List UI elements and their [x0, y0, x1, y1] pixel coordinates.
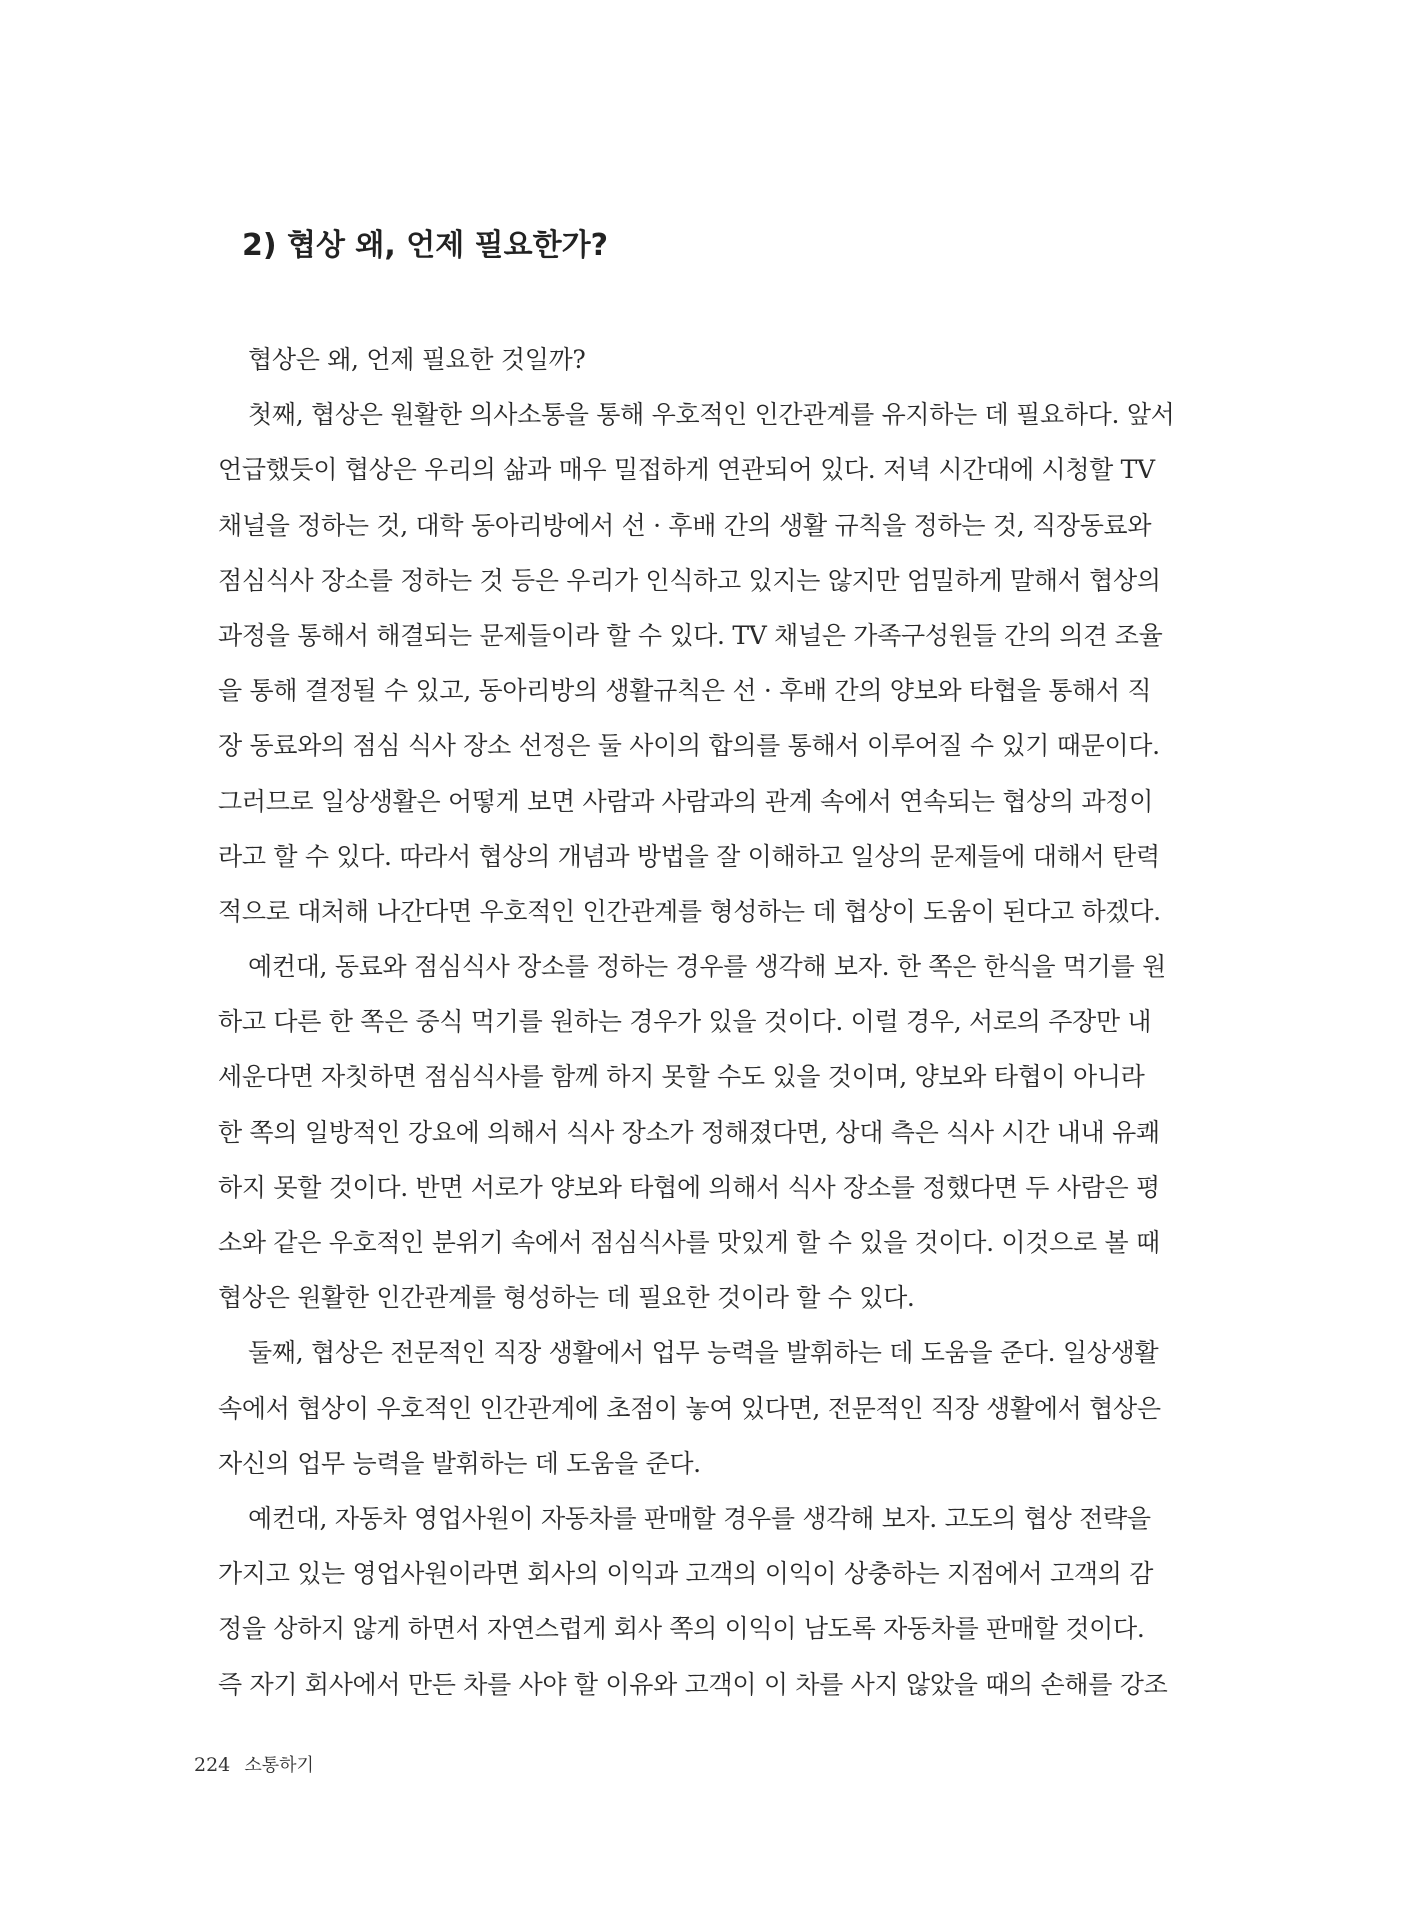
page-footer [194, 1752, 314, 1779]
footer-section-name: 소통하기 [244, 1755, 314, 1776]
text-line: 그러므로 일상생활은 어떻게 보면 사람과 사람과의 관계 속에서 연속되는 협상의 과정이 [218, 786, 1154, 816]
text-line: 예컨대, 동료와 점심식사 장소를 정하는 경우를 생각해 보자. 한 쪽은 한식을 먹기를 원 [248, 952, 1166, 982]
text-line: 정을 상하지 않게 하면서 자연스럽게 회사 쪽의 이익이 남도록 자동차를 판매할 것이다. [218, 1614, 1145, 1644]
text-line: 자신의 업무 능력을 발휘하는 데 도움을 준다. [218, 1448, 701, 1478]
text-line: 협상은 원활한 인간관계를 형성하는 데 필요한 것이라 할 수 있다. [218, 1283, 915, 1313]
text-line: 하지 못할 것이다. 반면 서로가 양보와 타협에 의해서 식사 장소를 정했다면 두 사람은 평 [218, 1172, 1160, 1202]
text-line: 점심식사 장소를 정하는 것 등은 우리가 인식하고 있지는 않지만 엄밀하게 말해서 협상의 [218, 565, 1161, 595]
body-text [218, 332, 1183, 1712]
text-line: 세운다면 자칫하면 점심식사를 함께 하지 못할 수도 있을 것이며, 양보와 타협이 아니라 [218, 1062, 1145, 1092]
text-line: 을 통해 결정될 수 있고, 동아리방의 생활규칙은 선 · 후배 간의 양보와 타협을 통해서 직 [218, 676, 1152, 706]
text-line: 속에서 협상이 우호적인 인간관계에 초점이 놓여 있다면, 전문적인 직장 생활에서 협상은 [218, 1393, 1161, 1423]
text-line: 둘째, 협상은 전문적인 직장 생활에서 업무 능력을 발휘하는 데 도움을 준다. 일상생활 [248, 1338, 1159, 1368]
text-line: 과정을 통해서 해결되는 문제들이라 할 수 있다. TV 채널은 가족구성원들 간의 의견 조율 [218, 620, 1163, 650]
text-line: 채널을 정하는 것, 대학 동아리방에서 선 · 후배 간의 생활 규칙을 정하는 것, 직장동료와 [218, 510, 1152, 540]
text-line: 첫째, 협상은 원활한 의사소통을 통해 우호적인 인간관계를 유지하는 데 필요하다. 앞서 [248, 400, 1175, 430]
text-line: 적으로 대처해 나간다면 우호적인 인간관계를 형성하는 데 협상이 도움이 된다고 하겠다. [218, 896, 1161, 926]
text-line: 즉 자기 회사에서 만든 차를 사야 할 이유와 고객이 이 차를 사지 않았을 때의 손해를 강조 [218, 1669, 1168, 1699]
text-line: 하고 다른 한 쪽은 중식 먹기를 원하는 경우가 있을 것이다. 이럴 경우, 서로의 주장만 내 [218, 1007, 1152, 1037]
text-line: 가지고 있는 영업사원이라면 회사의 이익과 고객의 이익이 상충하는 지점에서 고객의 감 [218, 1559, 1154, 1589]
section-heading: 2) 협상 왜, 언제 필요한가? [242, 228, 608, 263]
text-line: 협상은 왜, 언제 필요한 것일까? [248, 345, 586, 374]
page-number: 224 [194, 1754, 231, 1776]
text-line: 라고 할 수 있다. 따라서 협상의 개념과 방법을 잘 이해하고 일상의 문제들에 대해서 탄력 [218, 841, 1160, 871]
text-line: 한 쪽의 일방적인 강요에 의해서 식사 장소가 정해졌다면, 상대 측은 식사 시간 내내 유쾌 [218, 1117, 1160, 1147]
text-line: 장 동료와의 점심 식사 장소 선정은 둘 사이의 합의를 통해서 이루어질 수 있기 때문이다. [218, 731, 1160, 761]
text-line: 예컨대, 자동차 영업사원이 자동차를 판매할 경우를 생각해 보자. 고도의 협상 전략을 [248, 1503, 1151, 1533]
text-line: 언급했듯이 협상은 우리의 삶과 매우 밀접하게 연관되어 있다. 저녁 시간대에 시청할 TV [218, 455, 1155, 485]
text-line: 소와 같은 우호적인 분위기 속에서 점심식사를 맛있게 할 수 있을 것이다. 이것으로 볼 때 [218, 1228, 1160, 1257]
